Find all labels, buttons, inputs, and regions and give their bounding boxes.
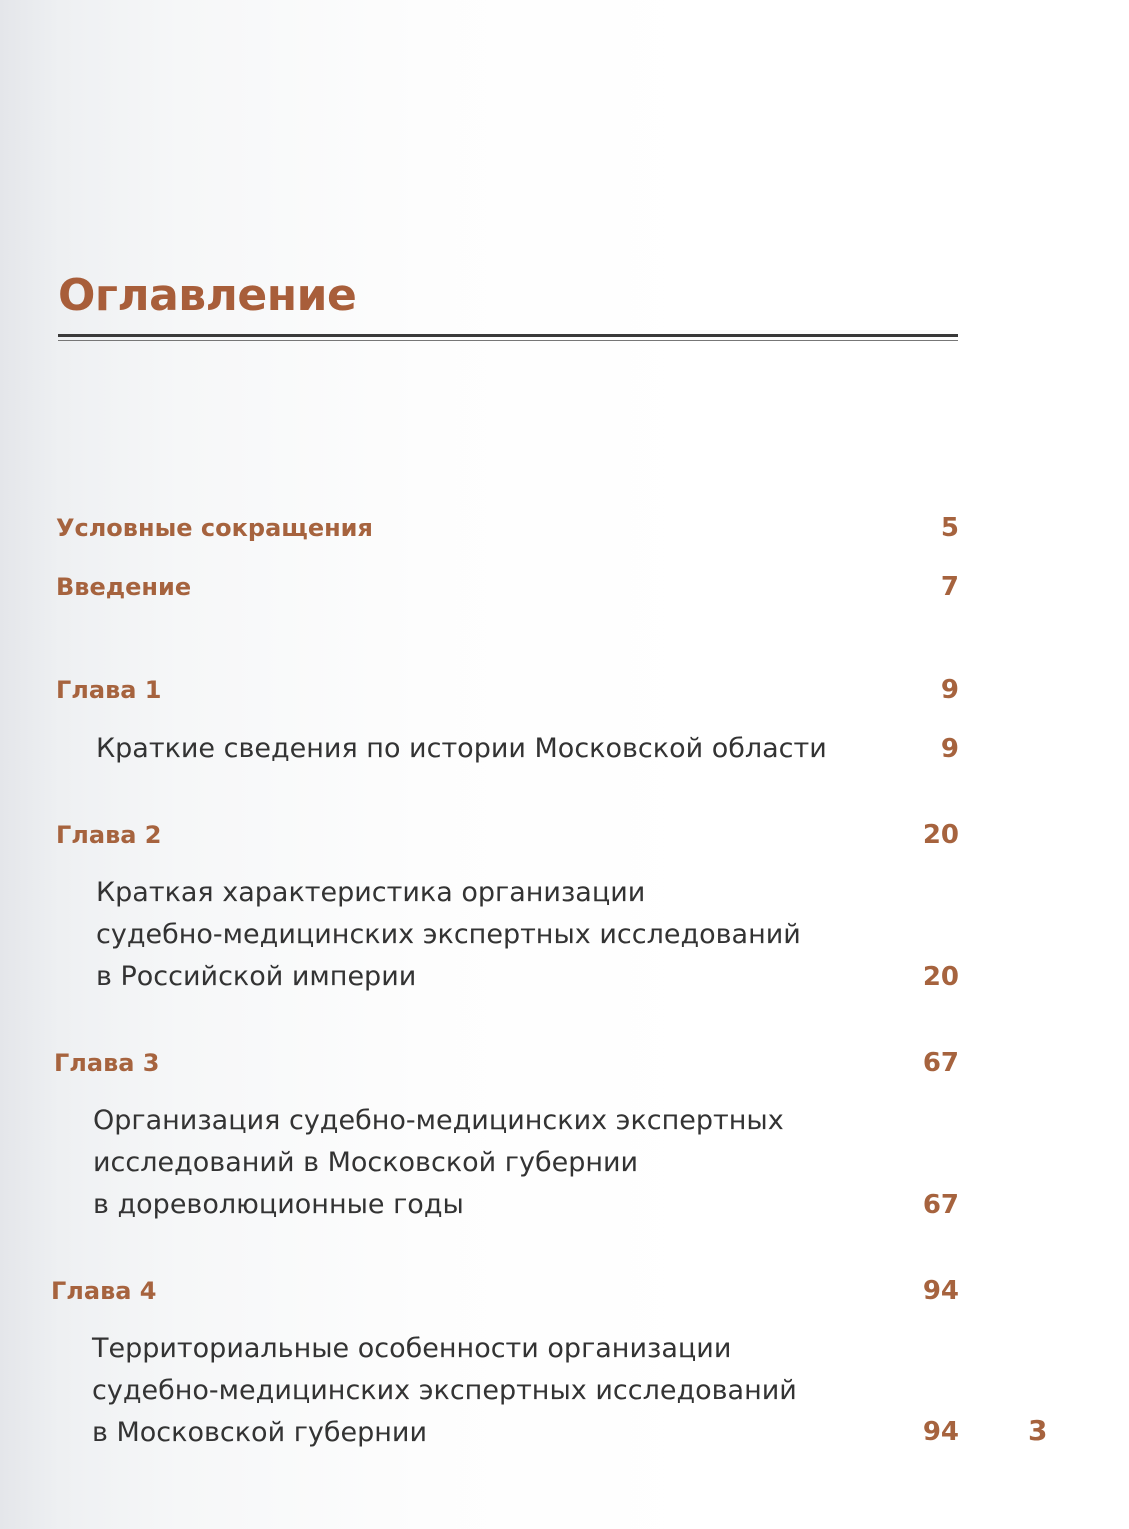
toc-entry-introduction[interactable]: Введение bbox=[56, 573, 192, 601]
title-rule-thin bbox=[58, 340, 958, 341]
toc-section-line: судебно-медицинских экспертных исследований bbox=[92, 1375, 797, 1406]
toc-section-line: в Российской империи bbox=[96, 961, 417, 992]
page-title: Оглавление bbox=[58, 270, 357, 321]
toc-section-4-1[interactable] bbox=[92, 1328, 797, 1454]
title-rule-thick bbox=[58, 334, 958, 337]
page-folio-number: 3 bbox=[1028, 1414, 1048, 1447]
toc-section-line: судебно-медицинских экспертных исследований bbox=[96, 919, 801, 950]
toc-page-introduction: 7 bbox=[940, 572, 959, 602]
toc-page-section-4-1: 94 bbox=[922, 1417, 959, 1447]
toc-section-line: Краткая характеристика организации bbox=[96, 877, 646, 908]
toc-section-line: Организация судебно-медицинских экспертных bbox=[93, 1105, 784, 1136]
toc-section-line: в Московской губернии bbox=[92, 1417, 428, 1448]
toc-section-line: в дореволюционные годы bbox=[93, 1189, 464, 1220]
toc-section-2-1[interactable] bbox=[96, 872, 801, 998]
toc-section-3-1[interactable] bbox=[93, 1100, 784, 1226]
toc-entry-abbreviations[interactable]: Условные сокращения bbox=[56, 514, 373, 542]
toc-section-1-1[interactable] bbox=[96, 728, 827, 770]
toc-chapter-3[interactable]: Глава 3 bbox=[54, 1049, 160, 1077]
toc-chapter-2[interactable]: Глава 2 bbox=[56, 821, 162, 849]
toc-page-abbreviations: 5 bbox=[940, 513, 959, 543]
toc-page-chapter-4: 94 bbox=[922, 1276, 959, 1306]
toc-page-chapter-1: 9 bbox=[940, 675, 959, 705]
toc-section-line: исследований в Московской губернии bbox=[93, 1147, 639, 1178]
toc-section-line: Краткие сведения по истории Московской области bbox=[96, 733, 827, 764]
toc-chapter-1[interactable]: Глава 1 bbox=[56, 676, 162, 704]
toc-page-chapter-2: 20 bbox=[922, 820, 959, 850]
toc-chapter-4[interactable]: Глава 4 bbox=[51, 1277, 157, 1305]
toc-page-section-3-1: 67 bbox=[922, 1190, 959, 1220]
toc-page-section-2-1: 20 bbox=[922, 962, 959, 992]
toc-page-section-1-1: 9 bbox=[940, 734, 959, 764]
toc-section-line: Территориальные особенности организации bbox=[92, 1333, 732, 1364]
toc-page-chapter-3: 67 bbox=[922, 1048, 959, 1078]
